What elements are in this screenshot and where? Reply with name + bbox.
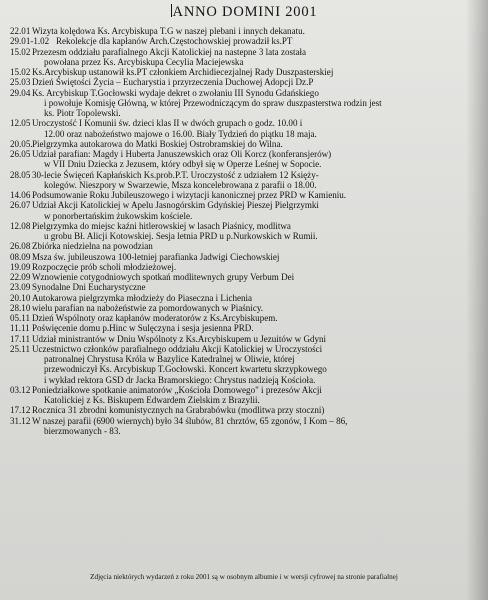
entry-text-line: 30-lecie Święceń Kapłańskich Ks.prob.P.T. Uroczystość z udziałem 12 Księży- [32, 169, 319, 180]
footer-note: Zdjęcia niektórych wydarzeń z roku 2001 są w osobnym albumie i w wersji cyfrowej na stronie parafialnej [90, 573, 398, 581]
entry-date: 17.11 [10, 333, 31, 344]
entry-date: 11.11 [10, 323, 30, 334]
chronicle-entry [10, 313, 478, 323]
entry-date: 28.05 [10, 169, 31, 180]
entry-date: 20.05. [10, 138, 33, 149]
entry-date: 08.09 [10, 251, 31, 262]
entry-text-line: Udział parafian: Magdy i Huberta Januszewskich oraz Oli Korcz (konferansjerów) [32, 149, 332, 159]
entry-text-line: ks. Piotr Topolewski. [44, 108, 121, 118]
chronicle-entry [10, 77, 478, 87]
chronicle-entry [10, 88, 478, 119]
entry-text-line: Przezesm oddziału parafialnego Akcji Katolickiej na nastepne 3 lata została [32, 46, 307, 57]
entry-text-line: i wykład rektora GSD dr Jacka Bramorskiego: Chrystus nadzieją Kościoła. [44, 374, 316, 385]
entry-text-line: Autokarowa pielgrzymka młodzieży do Piaseczna i Lichenia [32, 292, 253, 303]
chronicle-entry [10, 36, 478, 46]
entry-text-line: Udział ministrantów w Dniu Wspólnoty z Ks.Arcybiskupem u Jezuitów w Gdyni [32, 333, 327, 344]
chronicle-entry [10, 149, 478, 170]
entry-date: 29.04 [10, 87, 31, 98]
chronicle-entry [10, 221, 478, 242]
entry-text-line: kolegów. Nieszpory w Swarzewie, Msza koncelebrowana z parafii o 18.00. [44, 179, 317, 190]
entry-text-line: Msza św. jubileuszowa 100-letniej parafianka Jadwigi Ciechowskiej [32, 251, 280, 262]
title-text: ANNO DOMINI 2001 [172, 4, 318, 20]
chronicle-entry [10, 416, 478, 437]
chronicle-entry [10, 272, 478, 282]
entry-date: 12.08 [10, 220, 31, 231]
entry-text-line: Synodalne Dni Eucharystyczne [32, 282, 146, 293]
entry-date: 26.05 [10, 149, 31, 159]
chronicle-entry [10, 252, 478, 262]
entry-text-line: Katolickiej z Ks. Biskupem Edwardem Zielskim z Brazylii. [44, 395, 260, 405]
entry-date: 31.12 [10, 415, 31, 426]
chronicle-entry [10, 334, 478, 344]
entry-text-line: Podsumowanie Roku Jubileuszowego i wizytacji kanonicznej przez PRD w Kamieniu. [32, 190, 347, 200]
entry-text-line: Dzień Wspólnoty oraz kapłanów moderatorów z Ks.Arcybiskupem. [32, 313, 278, 323]
entry-text-line: bierzmowanych - 83. [44, 425, 121, 436]
entry-text-line: Rekolekcje dla kapłanów Arch.Częstochowskiej prowadził ks.PT [56, 36, 293, 47]
chronicle-entry [10, 47, 478, 68]
entry-text-line: Wznowienie cotygodniowych spotkań modlitewnych grupy Verbum Dei [32, 272, 295, 282]
entry-date: 17.12 [10, 405, 31, 416]
entry-text-line: i powołuje Komisję Główną, w której Przewodniczącym do spraw duszpasterstwa rodzin jest [44, 97, 382, 108]
entry-date: 25.11 [10, 343, 31, 354]
entry-text-line: Pielgrzymka do miejsc kaźni hitlerowskiej w lasach Piaśnicy, modlitwa [32, 220, 291, 231]
entry-date: 22.09 [10, 272, 31, 282]
entry-text-line: wielu parafian na nabożeństwie za pomordowanych w Piaśnicy. [32, 302, 264, 313]
entry-text-line: Poniedziałkowe spotkanie animatorów „Kościoła Domowego" i prezesów Akcji [32, 384, 322, 395]
chronicle-entry [10, 170, 478, 191]
entry-text-line: patronalnej Chrystusa Króla w Bazylice Katedralnej w Oliwie, której [44, 354, 295, 364]
entry-text-line: W naszej parafii (6900 wiernych) było 34 ślubów, 81 chrztów, 65 zgonów, I Kom – 86, [32, 415, 348, 426]
entry-text-line: Wizyta kolędowa Ks. Arcybiskupa T.G w naszej plebani i innych dekanatu. [32, 26, 305, 36]
entry-date: 19.09 [10, 261, 31, 272]
entry-date: 05.11 [10, 313, 31, 323]
page-title [0, 4, 488, 21]
chronicle-entry [10, 344, 478, 385]
chronicle-entry [10, 405, 478, 415]
entry-text-line: Uczestnictwo członków parafialnego oddziału Akcji Katolickiej w Uroczystości [32, 343, 323, 354]
entry-date: 15.02 [10, 46, 31, 57]
entry-date: 23.09 [10, 282, 31, 293]
entry-date: 26.07 [10, 200, 31, 211]
chronicle-entry [10, 139, 478, 149]
chronicle-entry [10, 26, 478, 36]
chronicle-entry [10, 282, 478, 292]
entry-text-line: w ponorbertańskim żukowskim kościele. [44, 210, 193, 221]
chronicle-list [10, 26, 478, 436]
entry-text-line: Pielgrzymka autokarowa do Matki Boskiej Ostrobramskiej do Wilna. [32, 138, 283, 149]
entry-text-line: Dzień Świętości Życia – Eucharystia i przyrzeczenia Duchowej Adopcji Dz.P [32, 77, 314, 88]
entry-date: 20.10 [10, 292, 31, 303]
chronicle-entry [10, 67, 478, 77]
entry-date: 03.12 [10, 384, 31, 395]
entry-text-line: przewodniczył Ks. Arcybiskup T.Gocłowski. Koncert kwartetu skrzypkowego [44, 364, 327, 375]
entry-text-line: Rozpoczęcie prób scholi młodzieżowej. [32, 261, 177, 272]
chronicle-entry [10, 241, 478, 251]
chronicle-entry [10, 200, 478, 221]
chronicle-entry [10, 303, 478, 313]
entry-text-line: Poświęcenie domu p.Hinc w Sulęczyna i sesja jesienna PRD. [32, 323, 254, 334]
entry-date: 29.01-1.02 [10, 36, 50, 47]
entry-text-line: u grobu Bł. Alicji Kotowskiej. Sesja letnia PRD u p.Nurkowskich w Rumii. [44, 231, 318, 241]
entry-text-line: Udział Akcji Katolickiej w Apelu Jasnogórskim Gdyńskiej Pieszej Pielgrzymki [32, 200, 319, 211]
entry-date: 15.02 [10, 67, 31, 77]
chronicle-entry [10, 190, 478, 200]
entry-date: 28.10 [10, 302, 31, 313]
entry-text-line: w VII Dniu Dziecka z Jezusem, który odbył się w Operze Leśnej w Sopocie. [44, 159, 322, 170]
entry-text-line: 12.00 oraz nabożeństwo majowe o 16.00. Biały Tydzień do piątku 18 maja. [44, 128, 317, 139]
entry-text-line: powołana przez Ks. Arcybiskupa Cecylia Maciejewska [44, 56, 244, 67]
entry-text-line: Ks. Arcybiskup T.Gocłowski wydaje dekret o zwołaniu III Synodu Gdańskiego [32, 87, 319, 98]
entry-date: 12.05 [10, 118, 31, 129]
chronicle-entry [10, 262, 478, 272]
chronicle-entry [10, 323, 478, 333]
entry-text-line: Ks.Arcybiskup ustanowił ks.PT członkiem Archidiecezjalnej Rady Duszpasterskiej [32, 67, 334, 77]
chronicle-entry [10, 293, 478, 303]
entry-date: 25.03 [10, 77, 31, 88]
entry-text-line: Rocznica 31 zbrodni komunistycznych na Grabrabówku (modlitwa przy stoczni) [32, 405, 325, 416]
entry-date: 26.08 [10, 241, 31, 252]
entry-date: 14.06 [10, 190, 31, 200]
entry-text-line: Zbiórka niedzielna na powodzian [32, 241, 153, 252]
chronicle-entry [10, 118, 478, 139]
chronicle-entry [10, 385, 478, 406]
entry-text-line: Uroczystość I Komunii św. dzieci klas II w dwóch grupach o godz. 10.00 i [32, 118, 303, 129]
entry-date: 22.01 [10, 26, 31, 36]
title-bar-mark [171, 4, 172, 17]
